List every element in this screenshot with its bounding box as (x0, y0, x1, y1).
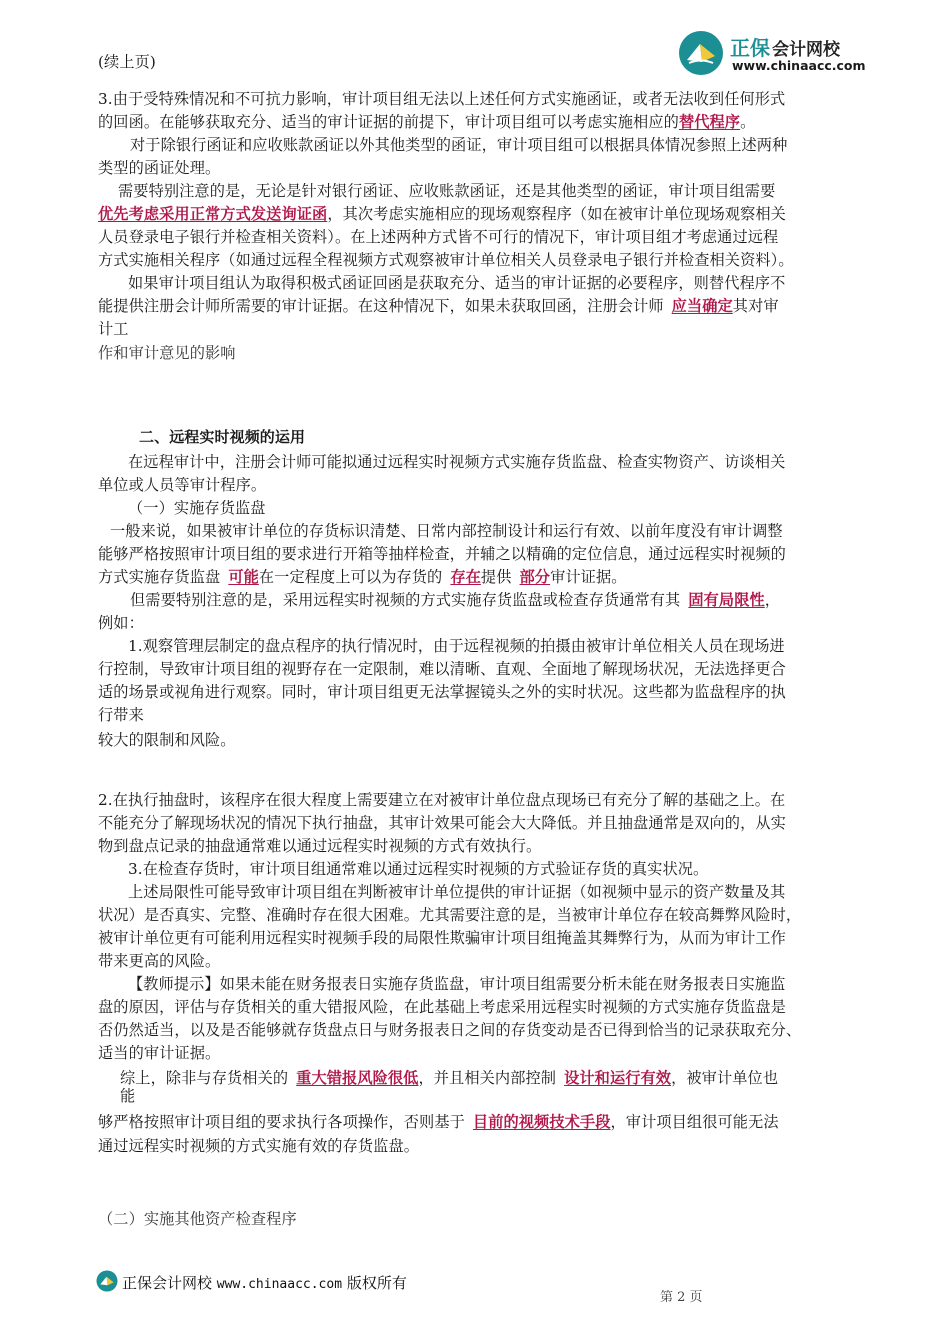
list-item-line: 行带来 (98, 706, 144, 724)
para-line: 能 (120, 1087, 136, 1105)
para-line: 计工 (98, 320, 129, 338)
highlight-term: 可能 (228, 568, 259, 586)
para-line: 综上，除非与存货相关的 重大错报风险很低，并且相关内部控制 设计和运行有效，被审计单位也 (120, 1069, 779, 1087)
list-item-line: 不能充分了解现场状况的情况下执行抽盘，其审计效果可能会大大降低。并且抽盘通常是双向的，从实 (98, 814, 786, 832)
para-line: 但需要特别注意的是，采用远程实时视频的方式实施存货监盘或检查存货通常有其 固有局限性， (130, 591, 781, 609)
para-line: 在远程审计中，注册会计师可能拟通过远程实时视频方式实施存货监盘、检查实物资产、访谈相关 (128, 453, 786, 471)
para-line: 方式实施存货监盘 可能在一定程度上可以为存货的 存在提供 部分审计证据。 (98, 568, 627, 586)
section-heading: 二、远程实时视频的运用 (139, 428, 306, 446)
footer-logo-icon (96, 1270, 118, 1292)
para-line: 对于除银行函证和应收账款函证以外其他类型的函证，审计项目组可以根据具体情况参照上述两种 (130, 136, 788, 154)
para-line: 如果审计项目组认为取得积极式函证回函是获取充分、适当的审计证据的必要程序，则替代程序不 (128, 274, 786, 292)
subsection-heading: （一）实施存货监盘 (128, 499, 266, 517)
highlight-term: 存在 (450, 568, 481, 586)
para-line: 能够严格按照审计项目组的要求进行开箱等抽样检查，并辅之以精确的定位信息，通过远程实时视频的 (98, 545, 786, 563)
teacher-tip-line: 否仍然适当，以及是否能够就存货盘点日与财务报表日之间的存货变动是否已得到恰当的记录获取充分、 (98, 1021, 802, 1039)
footer-text: 正保会计网校 www.chinaacc.com 版权所有 (122, 1274, 407, 1292)
highlight-term: 优先考虑采用正常方式发送询证函 (98, 205, 328, 223)
highlight-term: 设计和运行有效 (564, 1069, 672, 1087)
para-line: 一般来说，如果被审计单位的存货标识清楚、日常内部控制设计和运行有效、以前年度没有审计调整 (110, 522, 783, 540)
para-line: 被审计单位更有可能利用远程实时视频手段的局限性欺骗审计项目组掩盖其舞弊行为，从而为审计工作 (98, 929, 786, 947)
highlight-term: 目前的视频技术手段 (472, 1113, 611, 1131)
para-line: 类型的函证处理。 (98, 159, 221, 177)
para-line: 优先考虑采用正常方式发送询证函，其次考虑实施相应的现场观察程序（如在被审计单位现场观察相关 (98, 205, 786, 223)
para-line: 够严格按照审计项目组的要求执行各项操作，否则基于 目前的视频技术手段，审计项目组很可能无法 (98, 1113, 779, 1131)
para-line: 需要特别注意的是，无论是针对银行函证、应收账款函证，还是其他类型的函证，审计项目组需要 (118, 182, 776, 200)
subsection-heading-cropped: （二）实施其他资产检查程序 (98, 1210, 297, 1228)
para-line: 的回函。在能够获取充分、适当的审计证据的前提下，审计项目组可以考虑实施相应的替代程序。 (98, 113, 756, 131)
highlight-term: 部分 (519, 568, 551, 586)
para-line: 通过远程实时视频的方式实施有效的存货监盘。 (98, 1137, 420, 1155)
open-book-logo-icon (678, 30, 724, 76)
list-item-line: 行控制，导致审计项目组的视野存在一定限制，难以清晰、直观、全面地了解现场状况，无法选择更合 (98, 660, 786, 678)
list-item-line: 较大的限制和风险。 (98, 731, 236, 749)
list-item-line: 物到盘点记录的抽盘通常难以通过远程实时视频的方式有效执行。 (98, 837, 542, 855)
para-line: 3.由于受特殊情况和不可抗力影响，审计项目组无法以上述任何方式实施函证，或者无法收到任何形式 (98, 90, 786, 108)
para-line: 人员登录电子银行并检查相关资料）。在上述两种方式皆不可行的情况下，审计项目组才考虑通过远程 (98, 228, 779, 246)
teacher-tip-line: 适当的审计证据。 (98, 1044, 221, 1062)
highlight-term: 替代程序 (678, 113, 741, 131)
para-line: 方式实施相关程序（如通过远程全程视频方式观察被审计单位相关人员登录电子银行并检查相关资料）。 (98, 251, 794, 269)
highlight-term: 应当确定 (671, 297, 733, 315)
para-line: 能提供注册会计师所需要的审计证据。在这种情况下，如果未获取回函，注册会计师 应当确定其对审 (98, 297, 779, 315)
para-line-cropped: 作和审计意见的影响 (98, 344, 236, 362)
highlight-term: 重大错报风险很低 (296, 1069, 419, 1087)
brand-logo (678, 28, 898, 84)
para-line: 例如： (98, 614, 144, 632)
teacher-tip-line: 盘的原因，评估与存货相关的重大错报风险，在此基础上考虑采用远程实时视频的方式实施存货监盘是 (98, 998, 786, 1016)
para-line: 上述局限性可能导致审计项目组在判断被审计单位提供的审计证据（如视频中显示的资产数量及其 (128, 883, 786, 901)
list-item-line: 1.观察管理层制定的盘点程序的执行情况时，由于远程视频的拍摄由被审计单位相关人员在现场进 (128, 637, 785, 655)
list-item-line: 3.在检查存货时，审计项目组通常难以通过远程实时视频的方式验证存货的真实状况。 (128, 860, 709, 878)
para-line: 单位或人员等审计程序。 (98, 476, 267, 494)
top-fragment: (续上页) (98, 53, 156, 71)
page-number: 第 2 页 (660, 1290, 703, 1305)
para-line: 状况）是否真实、完整、准确时存在很大困难。尤其需要注意的是，当被审计单位存在较高舞弊风险时， (98, 906, 802, 924)
brand-name: 正保 会计网校 (730, 36, 840, 60)
brand-url: www.chinaacc.com (732, 58, 866, 73)
highlight-term: 固有局限性 (688, 591, 765, 609)
list-item-line: 适的场景或视角进行观察。同时，审计项目组更无法掌握镜头之外的实时状况。这些都为监盘程序的执 (98, 683, 786, 701)
list-item-line: 2.在执行抽盘时，该程序在很大程度上需要建立在对被审计单位盘点现场已有充分了解的基础之上。在 (98, 791, 786, 809)
teacher-tip-line: 【教师提示】如果未能在财务报表日实施存货监盘，审计项目组需要分析未能在财务报表日实施监 (128, 975, 786, 993)
para-line: 带来更高的风险。 (98, 952, 221, 970)
